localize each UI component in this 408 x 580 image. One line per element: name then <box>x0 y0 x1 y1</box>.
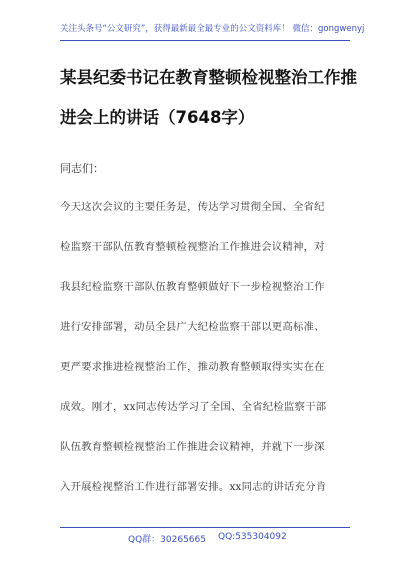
header-banner: 关注头条号“公文研究”，获得最新最全最专业的公文资料库！ 微信：gongwenyj <box>60 24 365 34</box>
footer-divider <box>60 527 350 528</box>
body-line: 今天这次会议的主要任务是，传达学习贯彻全国、全省纪 <box>60 201 325 213</box>
footer-qq-contact: QQ:535304092 <box>218 532 287 542</box>
document-title-line-1: 某县纪委书记在教育整顿检视整治工作推 <box>60 68 357 87</box>
body-line: 检监察干部队伍教育整顿检视整治工作推进会议精神，对 <box>60 241 325 253</box>
header-divider <box>60 40 350 41</box>
greeting: 同志们： <box>60 162 104 175</box>
body-line: 入开展检视整治工作进行部署安排。xx同志的讲话充分肯 <box>60 481 327 493</box>
body-line: 更严要求推进检视整治工作，推动教育整顿取得实实在在 <box>60 361 325 373</box>
document-title-line-2: 进会上的讲话（7648字） <box>60 108 255 127</box>
footer-qq-group: QQ群：30265665 <box>128 535 206 545</box>
body-line: 成效。刚才，xx同志传达学习了全国、全省纪检监察干部 <box>60 401 327 413</box>
body-line: 进行安排部署，动员全县广大纪检监察干部以更高标准、 <box>60 321 325 333</box>
body-line: 我县纪检监察干部队伍教育整顿做好下一步检视整治工作 <box>60 281 325 293</box>
body-line: 队伍教育整顿检视整治工作推进会议精神，并就下一步深 <box>60 441 325 453</box>
